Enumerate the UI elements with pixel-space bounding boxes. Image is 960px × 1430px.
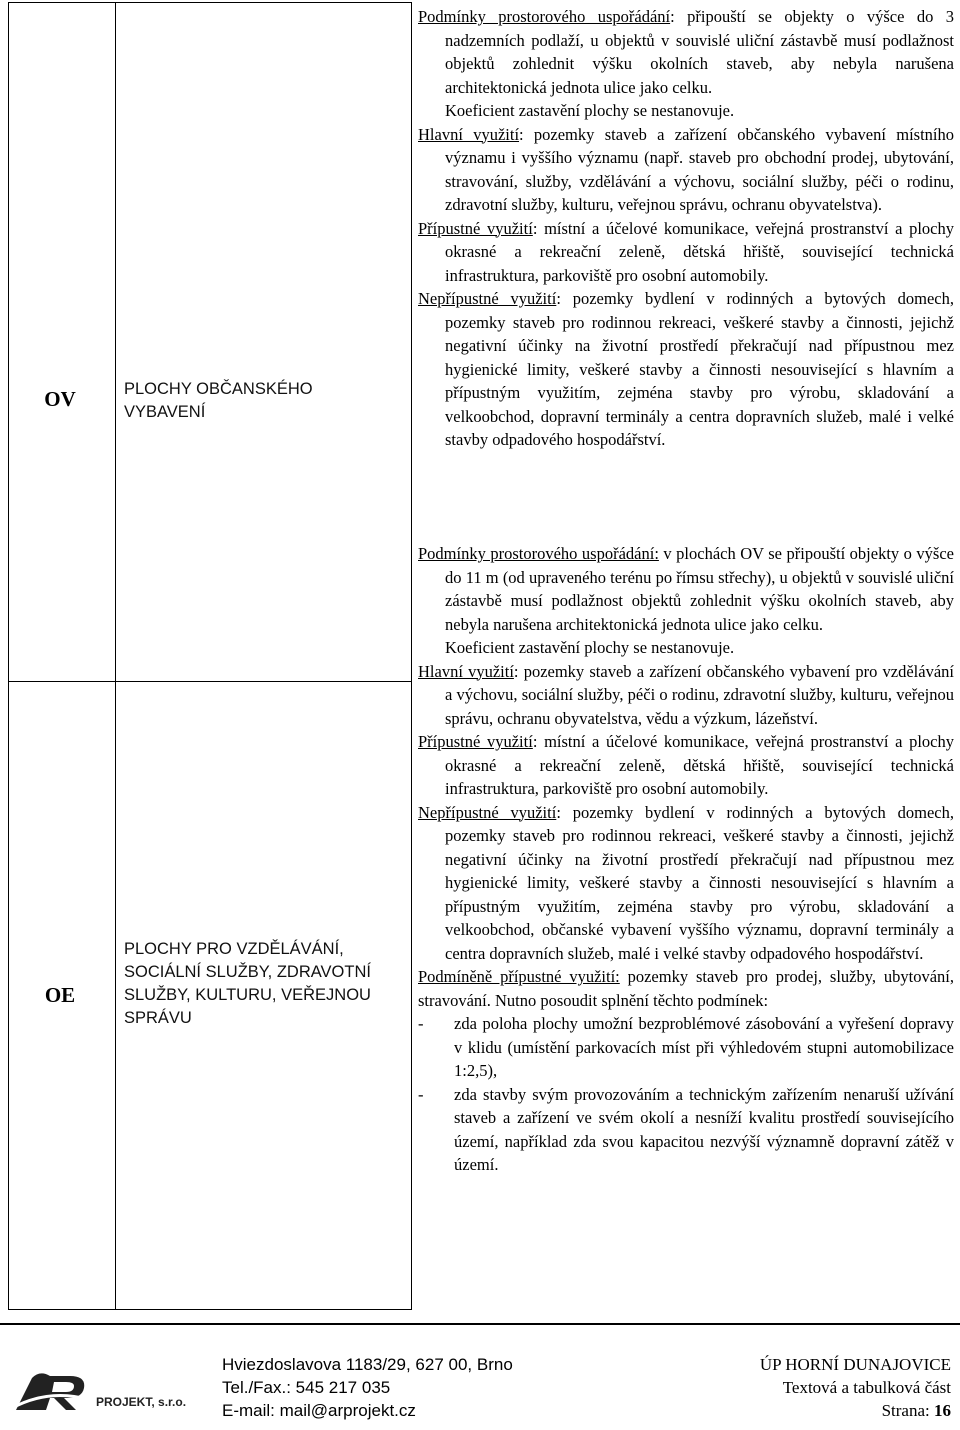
oe-permitted-label: Přípustné využití: [418, 732, 533, 751]
row-name-ov: PLOCHY OBČANSKÉHO VYBAVENÍ: [124, 380, 313, 421]
footer-address-line: Hviezdoslavova 1183/29, 627 00, Brno: [222, 1355, 513, 1374]
oe-spatial-text: v plochách OV se připouští objekty o výšce do 11 m (od upraveného terénu po římsu střechy), u objektů v souvislé uliční zástavbě musí podlažnost objektů zohlednit výšku okolních staveb, aby nebyla narušena architektonická jednota ulice jako celku.: [445, 544, 954, 634]
footer-email: E-mail: mail@arprojekt.cz: [222, 1401, 416, 1420]
oe-prohibited-label: Nepřípustné využití: [418, 802, 557, 822]
condition-marker: -: [418, 1084, 424, 1104]
footer-project-title: ÚP HORNÍ DUNAJOVICE: [759, 1355, 951, 1374]
table-border-left: [8, 2, 9, 1310]
table-bottom: [8, 1309, 412, 1310]
ov-main-use-text: : pozemky staveb a zařízení občanského vybavení místního významu i vyššího významu (např. staveb pro obchodní prodej, ubytování, stravování, služby, vzdělávání a výchovu, sociální služby, péči o rodinu, zdravotní služby, kulturu, veřejnou správu, ochranu obyvatelstva).: [445, 124, 954, 214]
row-separator: [8, 681, 412, 682]
table-top-code: [8, 2, 116, 3]
row-code-oe: OE: [44, 983, 76, 1007]
logo-text: PROJEKT, s.r.o.: [96, 1395, 187, 1409]
ov-permitted-use: [418, 217, 954, 288]
condition-item: [418, 1083, 954, 1177]
condition-text: zda stavby svým provozováním a technickým zařízením nenaruší užívání staveb a zařízení ve svém okolí a nesníží kvalitu prostředí souvisejícího území, například zda svou kapacitou nezvýší významně dopravní zátěž v území.: [454, 1084, 954, 1174]
ov-coefficient: Koeficient zastavění plochy se nestanovuje.: [445, 101, 735, 120]
ov-prohibited-text: : pozemky bydlení v rodinných a bytových domech, pozemky staveb pro rodinnou rekreaci, veškeré stavby a činnosti, jejichž negativní účinky na životní prostředí překračují nad přípustnou mez hygienické limity, veškeré stavby a činnosti nesouvisející s hlavním a přípustným využitím, zejména stavby pro výrobu, skladování a velkoobchod, dopravní terminály a centra dopravních služeb, malé i velké stavby odpadového hospodářství.: [445, 289, 954, 449]
ov-prohibited-label: Nepřípustné využití: [418, 289, 557, 308]
ov-spatial-conditions: [418, 5, 954, 99]
ov-spatial-label: Podmínky prostorového uspořádání: [418, 7, 671, 26]
oe-spatial-conditions: [418, 542, 954, 636]
oe-regulations: [418, 542, 954, 1177]
page-label: Strana:: [881, 1401, 930, 1420]
condition-item: [418, 1012, 954, 1083]
footer-document-info: [760, 1353, 951, 1422]
oe-prohibited-use: [418, 801, 954, 966]
footer-document-part: Textová a tabulková část: [782, 1378, 951, 1397]
oe-main-use-text: : pozemky staveb a zařízení občanského vybavení pro vzdělávání a výchovu, sociální služby, péči o rodinu, zdravotní služby, kulturu, veřejnou správu, ochranu obyvatelstva, vědu a výzkum, lázeňství.: [445, 661, 954, 728]
footer-page: [760, 1399, 951, 1422]
footer-address: [222, 1353, 513, 1422]
condition-text: zda poloha plochy umožní bezproblémové zásobování a vyřešení dopravy v klidu (umístění parkovacích míst při výhledovém stupni automobilizace 1:2,5),: [454, 1014, 954, 1080]
ov-main-use-label: Hlavní využití: [418, 124, 520, 144]
table-divider-2: [411, 2, 412, 1310]
ov-regulations: [418, 5, 954, 452]
oe-permitted-use: [418, 730, 954, 801]
page-number: 16: [934, 1401, 951, 1420]
company-logo: [10, 1370, 195, 1414]
table-top-name: [115, 2, 412, 3]
oe-coefficient: Koeficient zastavění plochy se nestanovuje.: [445, 638, 735, 657]
oe-conditional-text: pozemky staveb pro prodej, služby, ubytování, stravování. Nutno posoudit splnění těchto podmínek:: [418, 967, 955, 1010]
ov-permitted-text: : místní a účelové komunikace, veřejná prostranství a plochy okrasné a rekreační zeleně, dětská hřiště, související technická infrastruktura, parkoviště pro osobní automobily.: [445, 218, 954, 285]
row-name-oe: PLOCHY PRO VZDĚLÁVÁNÍ, SOCIÁLNÍ SLUŽBY, ZDRAVOTNÍ SLUŽBY, KULTURU, VEŘEJNOU SPRÁVU: [124, 940, 371, 1027]
ov-main-use: [418, 123, 954, 217]
oe-prohibited-text: : pozemky bydlení v rodinných a bytových domech, pozemky staveb pro rodinnou rekreaci, veškeré stavby a činnosti, jejichž negativní účinky na životní prostředí překračují nad přípustnou mez hygienické limity, veškeré stavby a činnosti nesouvisející s hlavním a přípustným využitím, zejména stavby pro výrobu, skladování a velkoobchod, občanské vybavení vyššího významu, dopravní terminály a centra dopravních služeb, malé i velké stavby odpadového hospodářství.: [445, 802, 954, 963]
footer-phone: Tel./Fax.: 545 217 035: [222, 1378, 391, 1397]
condition-marker: -: [418, 1014, 424, 1033]
oe-permitted-text: : místní a účelové komunikace, veřejná prostranství a plochy okrasné a rekreační zeleně, dětská hřiště, související technická infrastruktura, parkoviště pro osobní automobily.: [445, 732, 954, 798]
footer-rule: [0, 1323, 960, 1325]
oe-spatial-label: Podmínky prostorového uspořádání:: [418, 544, 659, 563]
ov-permitted-label: Přípustné využití: [418, 218, 533, 238]
logo-mark: [16, 1373, 84, 1410]
ov-prohibited-use: [418, 287, 954, 452]
oe-main-use-label: Hlavní využití: [418, 661, 514, 681]
oe-main-use: [418, 660, 954, 731]
oe-conditional-use: [418, 965, 954, 1012]
ov-spatial-text: : připouští se objekty o výšce do 3 nadzemních podlaží, u objektů v souvislé uliční zástavbě musí podlažnost objektů zohlednit výšku okolních staveb, aby nebyla narušena architektonická jednota ulice jako celku.: [445, 7, 955, 97]
row-code-ov: OV: [44, 387, 76, 411]
table-divider-1: [115, 2, 116, 1310]
oe-conditional-label: Podmíněně přípustné využití:: [418, 967, 620, 986]
